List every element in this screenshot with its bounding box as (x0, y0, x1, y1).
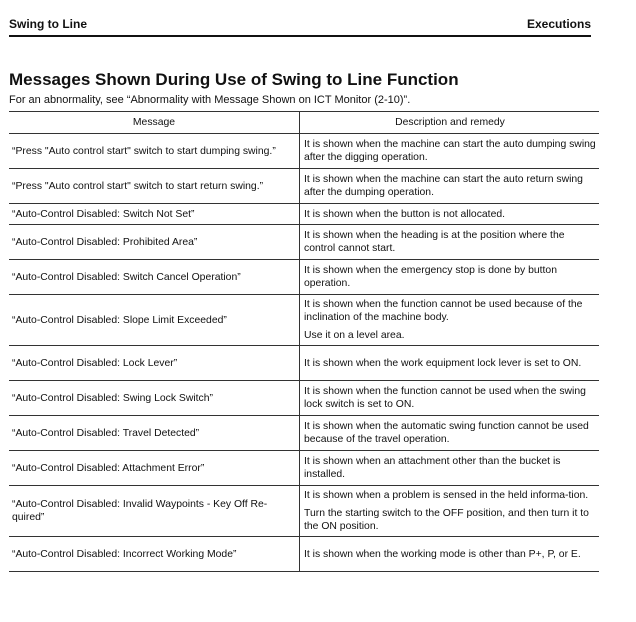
description-cell: It is shown when the automatic swing function cannot be used because of the travel operation. (300, 416, 600, 451)
table-row (9, 381, 599, 416)
table-header-row (9, 112, 599, 134)
description-cell: It is shown when the button is not allocated. (300, 204, 600, 225)
description-cell: It is shown when the heading is at the position where the control cannot start. (300, 225, 600, 260)
remedy-text: Use it on a level area. (304, 330, 405, 341)
remedy-text: Turn the starting switch to the OFF position, and then turn it to the ON position. (304, 508, 589, 532)
column-header-description: Description and remedy (300, 112, 600, 134)
table-row (9, 204, 599, 225)
column-header-message: Message (9, 112, 300, 134)
message-cell: “Auto-Control Disabled: Invalid Waypoints - Key Off Re-quired” (9, 486, 300, 537)
message-cell: “Auto-Control Disabled: Switch Cancel Operation” (9, 260, 300, 295)
description-text: It is shown when the function cannot be used because of the inclination of the machine body. (304, 299, 583, 323)
message-cell: “Press "Auto control start" switch to start dumping swing.” (9, 134, 300, 169)
page-header (9, 17, 591, 31)
description-text: It is shown when a problem is sensed in the held informa-tion. (304, 490, 589, 501)
description-cell: It is shown when an attachment other than the bucket is installed. (300, 451, 600, 486)
description-cell: It is shown when the machine can start the auto return swing after the dumping operation. (300, 169, 600, 204)
header-chapter-name: Executions (526, 17, 591, 31)
table-row (9, 537, 599, 572)
table-row (9, 451, 599, 486)
description-cell: It is shown when the work equipment lock lever is set to ON. (300, 346, 600, 381)
message-cell: “Auto-Control Disabled: Switch Not Set” (9, 204, 300, 225)
table-row (9, 486, 599, 537)
section-intro: For an abnormality, see “Abnormality with Message Shown on ICT Monitor (2-10)”. (9, 94, 411, 106)
description-cell: It is shown when the working mode is other than P+, P, or E. (300, 537, 600, 572)
message-cell: “Auto-Control Disabled: Prohibited Area” (9, 225, 300, 260)
message-cell: “Auto-Control Disabled: Travel Detected” (9, 416, 300, 451)
table-row (9, 346, 599, 381)
description-cell (300, 486, 600, 537)
message-cell: “Auto-Control Disabled: Attachment Error” (9, 451, 300, 486)
table-row (9, 134, 599, 169)
table-row (9, 169, 599, 204)
table-row (9, 295, 599, 346)
message-cell: “Auto-Control Disabled: Swing Lock Switch” (9, 381, 300, 416)
table-row (9, 225, 599, 260)
section-title: Messages Shown During Use of Swing to Line Function (9, 70, 459, 89)
message-cell: “Press "Auto control start" switch to start return swing.” (9, 169, 300, 204)
description-cell: It is shown when the emergency stop is done by button operation. (300, 260, 600, 295)
description-cell (300, 295, 600, 346)
header-divider (9, 35, 591, 37)
message-cell: “Auto-Control Disabled: Slope Limit Exceeded” (9, 295, 300, 346)
message-cell: “Auto-Control Disabled: Lock Lever” (9, 346, 300, 381)
table-row (9, 416, 599, 451)
table-row (9, 260, 599, 295)
description-cell: It is shown when the machine can start the auto dumping swing after the digging operation. (300, 134, 600, 169)
description-cell: It is shown when the function cannot be used when the swing lock switch is set to ON. (300, 381, 600, 416)
messages-table (9, 111, 599, 572)
message-cell: “Auto-Control Disabled: Incorrect Working Mode” (9, 537, 300, 572)
header-section-name: Swing to Line (9, 17, 87, 31)
